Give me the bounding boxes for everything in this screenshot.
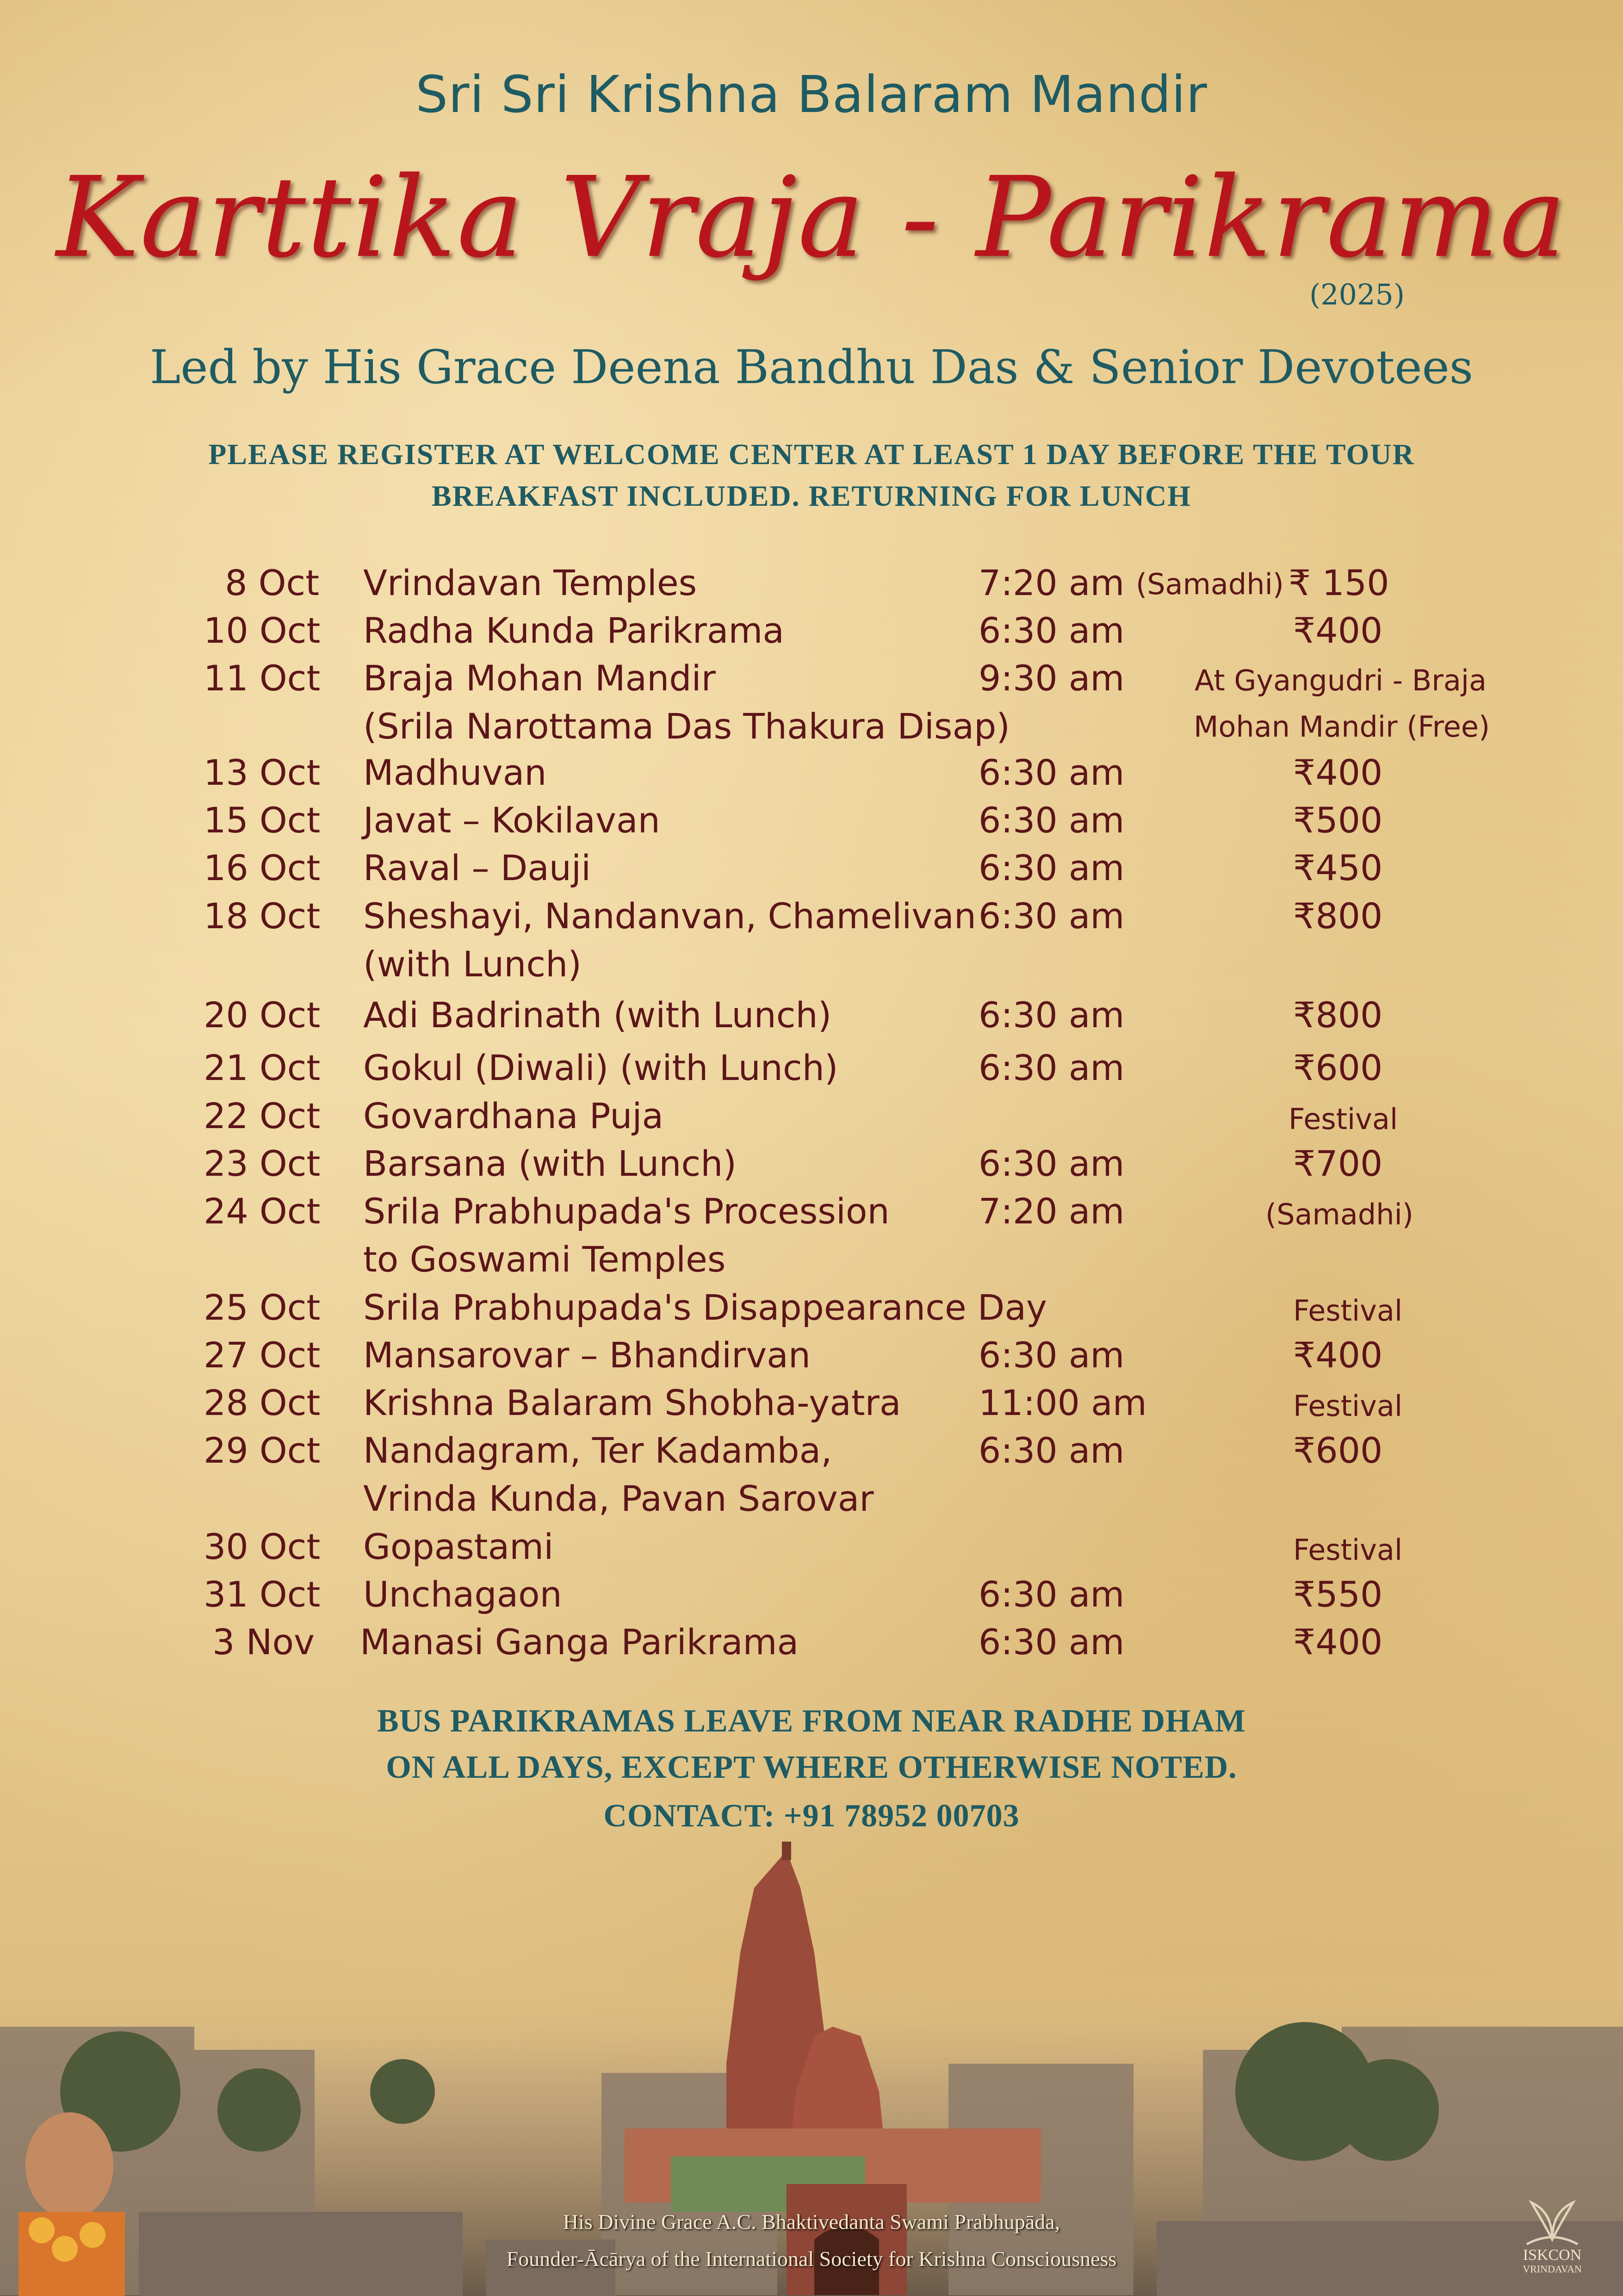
place: Radha Kunda Parikrama [363,610,784,651]
price: ₹400 [1293,610,1383,651]
time: 6:30 am [979,895,1125,937]
bus-notice-line1: BUS PARIKRAMAS LEAVE FROM NEAR RADHE DHAM [377,1703,1246,1739]
price: Festival [1288,1102,1398,1136]
date: 23 Oct [204,1143,321,1184]
date: 21 Oct [204,1047,321,1088]
portrait-caption-line2: Founder-Ācārya of the International Society for Krishna Consciousness [506,2247,1117,2271]
price: ₹400 [1293,752,1383,793]
date: 3 Nov [212,1621,315,1663]
date: 29 Oct [204,1430,321,1471]
time: 6:30 am [979,1574,1125,1615]
note: (Samadhi) [1136,567,1284,601]
place: Gokul (Diwali) (with Lunch) [363,1047,838,1088]
price: ₹600 [1293,1430,1383,1471]
date: 10 Oct [204,610,321,651]
date: 30 Oct [204,1526,321,1567]
place: Unchagaon [363,1574,562,1615]
place-line-2: to Goswami Temples [363,1239,726,1280]
time: 7:20 am [979,562,1125,603]
led-by-line: Led by His Grace Deena Bandhu Das & Senior Devotees [149,340,1474,394]
price: ₹700 [1293,1143,1383,1184]
price: ₹800 [1293,994,1383,1036]
time: 6:30 am [979,800,1125,841]
place: Sheshayi, Nandanvan, Chamelivan [363,895,977,937]
date: 16 Oct [204,847,321,888]
date: 28 Oct [204,1382,321,1423]
time: 7:20 am [979,1191,1125,1232]
logo-text [1499,2246,1605,2275]
place: Manasi Ganga Parikrama [360,1621,799,1663]
price: ₹450 [1293,847,1383,888]
place-line-2: (Srila Narottama Das Thakura Disap) [363,706,1010,747]
time: 6:30 am [979,752,1125,793]
date: 8 Oct [225,562,319,603]
price: ₹ 150 [1288,562,1389,603]
date: 31 Oct [204,1574,321,1615]
date: 18 Oct [204,895,321,937]
price: ₹600 [1293,1047,1383,1088]
date: 27 Oct [204,1334,321,1376]
place-line-2: Vrinda Kunda, Pavan Sarovar [363,1478,874,1519]
price-line-2: Mohan Mandir (Free) [1194,710,1490,744]
date: 25 Oct [204,1287,321,1328]
logo-sub: VRINDAVAN [1523,2263,1582,2275]
date: 24 Oct [204,1191,321,1232]
time: 9:30 am [979,658,1125,699]
place: Nandagram, Ter Kadamba, [363,1430,832,1471]
price: ₹800 [1293,895,1383,937]
time: 6:30 am [979,1430,1125,1471]
logo-name: ISKCON [1523,2246,1582,2264]
date: 15 Oct [204,800,321,841]
place: Mansarovar – Bhandirvan [363,1334,811,1376]
place: Srila Prabhupada's Procession [363,1191,890,1232]
place: Adi Badrinath (with Lunch) [363,994,832,1036]
price: At Gyangudri - Braja [1195,664,1487,697]
date: 20 Oct [204,994,321,1036]
time: 6:30 am [979,994,1125,1036]
page-title: Karttika Vraja - Parikrama [56,153,1567,282]
place: Raval – Dauji [363,847,591,888]
time: 11:00 am [979,1382,1147,1423]
mandir-name: Sri Sri Krishna Balaram Mandir [415,65,1208,124]
date: 13 Oct [204,752,321,793]
price: Festival [1293,1294,1403,1328]
place: Govardhana Puja [363,1095,664,1136]
place: Javat – Kokilavan [363,800,660,841]
place-line-2: (with Lunch) [363,943,582,985]
contact-info: CONTACT: +91 78952 00703 [603,1798,1020,1834]
breakfast-notice: BREAKFAST INCLUDED. RETURNING FOR LUNCH [431,479,1192,512]
time: 6:30 am [979,1334,1125,1376]
price: Festival [1293,1389,1403,1423]
price: Festival [1293,1533,1403,1567]
place: Krishna Balaram Shobha-yatra [363,1382,901,1423]
time: 6:30 am [979,1143,1125,1184]
price: ₹550 [1293,1574,1383,1615]
bus-notice-line2: ON ALL DAYS, EXCEPT WHERE OTHERWISE NOTED. [386,1750,1237,1785]
place: Gopastami [363,1526,554,1567]
price: ₹500 [1293,800,1383,841]
year-label: (2025) [1309,278,1405,311]
price: (Samadhi) [1265,1198,1413,1231]
place: Srila Prabhupada's Disappearance Day [363,1287,1047,1328]
time: 6:30 am [979,1621,1125,1663]
place: Braja Mohan Mandir [363,658,716,699]
place: Barsana (with Lunch) [363,1143,737,1184]
date: 22 Oct [204,1095,321,1136]
date: 11 Oct [204,658,321,699]
price: ₹400 [1293,1334,1383,1376]
time: 6:30 am [979,610,1125,651]
place: Madhuvan [363,752,547,793]
registration-notice: PLEASE REGISTER AT WELCOME CENTER AT LEAST 1 DAY BEFORE THE TOUR [208,438,1415,471]
portrait-caption-line1: His Divine Grace A.C. Bhaktivedanta Swami Prabhupāda, [563,2210,1060,2234]
time: 6:30 am [979,847,1125,888]
price: ₹400 [1293,1621,1383,1663]
time: 6:30 am [979,1047,1125,1088]
place: Vrindavan Temples [363,562,697,603]
